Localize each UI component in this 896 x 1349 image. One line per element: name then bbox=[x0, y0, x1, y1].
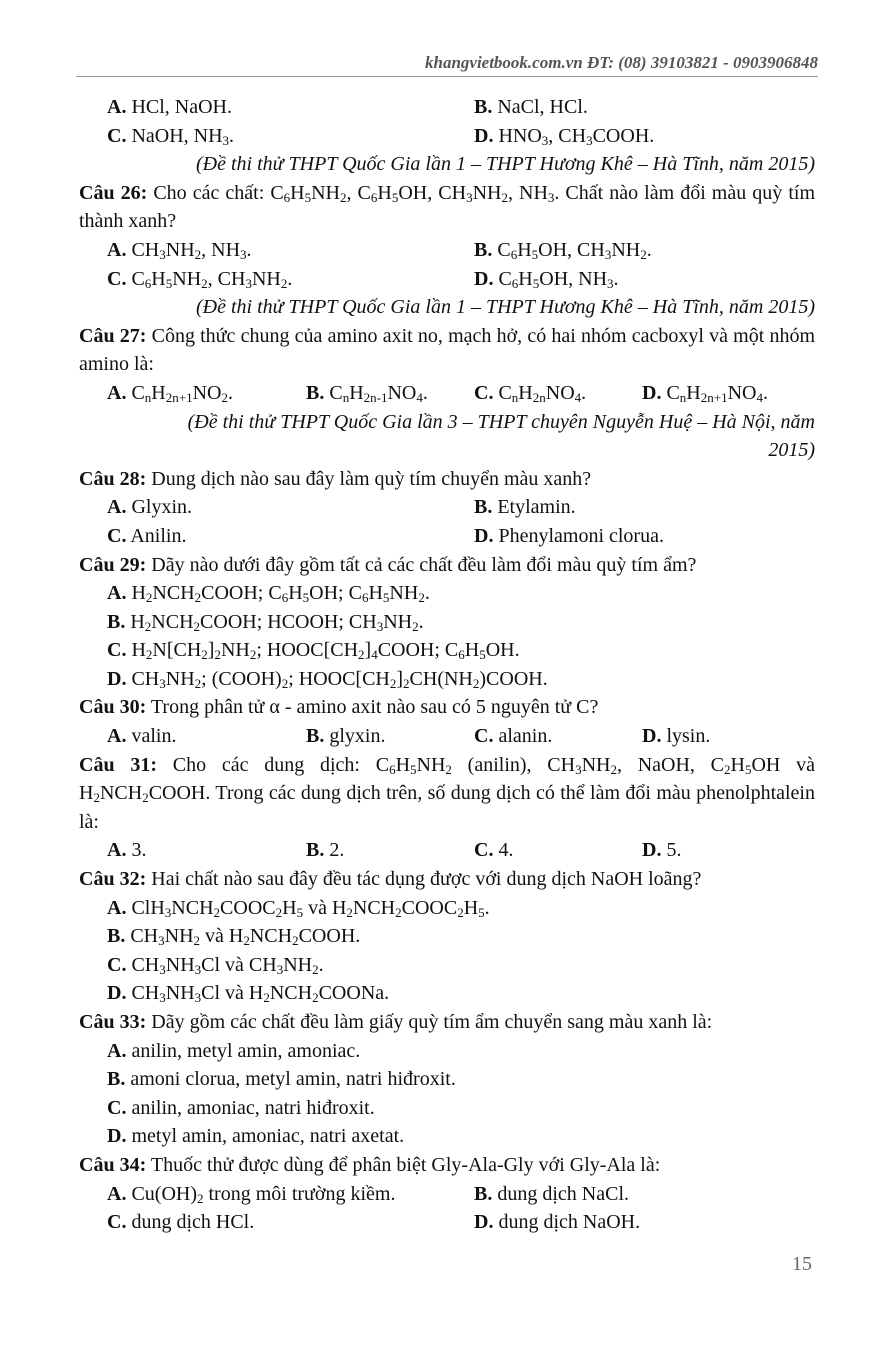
option-text: lysin. bbox=[666, 725, 711, 748]
option-text: $H_2NCH_2COOH$; HCOOH; $CH_3NH_2$. bbox=[130, 610, 424, 634]
question-text: Thuốc thử được dùng để phân biệt Gly-Ala-Gly với Gly-Ala là: bbox=[150, 1153, 661, 1176]
question-31: Câu 31: Cho các dung dịch: $C_6H_5NH_2$ (anilin), $CH_3NH_2$, NaOH, $C_2H_5OH$ và $H_2NCH_2COOH$. Trong các dung dịch trên, số dung dịch có thể làm đổi màu phenolphtalein là: bbox=[79, 753, 816, 833]
page-number: 15 bbox=[792, 1253, 812, 1275]
option-a: A. valin. bbox=[107, 725, 177, 748]
question-33: Câu 33: Dãy gồm các chất đều làm giấy quỳ tím ẩm chuyển sang màu xanh là: bbox=[79, 1011, 713, 1033]
option-c: C. Anilin. bbox=[107, 524, 187, 547]
question-label: Câu 33 bbox=[79, 1011, 140, 1033]
option-d: D. 5. bbox=[642, 839, 682, 862]
option-text: NaCl, HCl. bbox=[497, 96, 588, 118]
option-text: dung dịch NaOH. bbox=[498, 1211, 641, 1234]
question-source: (Đề thi thử THPT Quốc Gia lần 1 – THPT Hương Khê – Hà Tĩnh, năm 2015) bbox=[196, 296, 815, 319]
option-c: C. $H_2N[CH_2]_2NH_2$; $HOOC[CH_2]_4COOH$; $C_6H_5OH$. bbox=[107, 639, 520, 663]
option-a: A. Glyxin. bbox=[107, 496, 193, 519]
option-text: HCl, NaOH. bbox=[131, 96, 232, 118]
option-text: $C_6H_5OH$, $NH_3$. bbox=[498, 267, 619, 291]
question-label: Câu 34 bbox=[79, 1153, 140, 1176]
question-text: Cho các dung dịch: $C_6H_5NH_2$ (anilin), $CH_3NH_2$, NaOH, $C_2H_5OH$ và $H_2NCH_2COOH$. Trong các dung dịch trên, số dung dịch có thể làm đổi màu phenolphtalein là: bbox=[79, 753, 816, 833]
option-row bbox=[79, 522, 815, 551]
option-text: anilin, metyl amin, amoniac. bbox=[131, 1039, 361, 1062]
option-text: Phenylamoni clorua. bbox=[498, 524, 664, 547]
option-b: B. $CH_3NH_2$ và $H_2NCH_2COOH$. bbox=[107, 925, 361, 949]
question-label: Câu 28 bbox=[79, 467, 140, 490]
option-text: $CH_3NH_2$; $(COOH)_2$; $HOOC[CH_2]_2CH(NH_2)COOH$. bbox=[131, 667, 548, 691]
question-30: Câu 30: Trong phân tử α - amino axit nào sau có 5 nguyên tử C? bbox=[79, 696, 599, 719]
option-text: metyl amin, amoniac, natri axetat. bbox=[131, 1125, 405, 1148]
option-row bbox=[79, 836, 815, 865]
option-c: C. alanin. bbox=[474, 725, 553, 748]
option-row bbox=[79, 265, 815, 294]
question-text: Dãy gồm các chất đều làm giấy quỳ tím ẩm chuyển sang màu xanh là: bbox=[151, 1011, 713, 1033]
option-text: 4. bbox=[498, 839, 514, 862]
question-26: Câu 26: Cho các chất: $C_6H_5NH_2$, $C_6H_5OH$, $CH_3NH_2$, $NH_3$. Chất nào làm đổi màu quỳ tím thành xanh? bbox=[79, 181, 815, 233]
option-c: C. $C_6H_5NH_2$, $CH_3NH_2$. bbox=[107, 267, 293, 291]
option-text: $C_nH_{2n-1}NO_4$. bbox=[329, 381, 428, 405]
question-29: Câu 29: Dãy nào dưới đây gồm tất cả các chất đều làm đổi màu quỳ tím ẩm? bbox=[79, 553, 697, 576]
option-b: B. amoni clorua, metyl amin, natri hiđroxit. bbox=[107, 1068, 456, 1091]
option-text: $CH_3NH_2$ và $H_2NCH_2COOH$. bbox=[130, 925, 361, 949]
option-text: $CH_3NH_2$, $NH_3$. bbox=[131, 238, 252, 262]
option-text: $C_nH_{2n+1}NO_4$. bbox=[666, 381, 768, 405]
option-row bbox=[79, 1208, 815, 1237]
option-a: A. HCl, NaOH. bbox=[107, 96, 232, 118]
option-b: B. Etylamin. bbox=[474, 496, 576, 519]
option-text: 2. bbox=[329, 839, 345, 862]
option-b: B. glyxin. bbox=[306, 725, 386, 748]
option-text: alanin. bbox=[498, 725, 553, 748]
header-divider bbox=[76, 76, 818, 77]
option-text: $C_6H_5OH$, $CH_3NH_2$. bbox=[497, 238, 652, 262]
question-source: (Đề thi thử THPT Quốc Gia lần 3 – THPT chuyên Nguyễn Huệ – Hà Nội, năm bbox=[187, 410, 815, 433]
option-a: A. $C_nH_{2n+1}NO_2$. bbox=[107, 381, 233, 405]
option-text: Etylamin. bbox=[497, 496, 576, 519]
option-text: $CH_3NH_3Cl$ và $H_2NCH_2COONa$. bbox=[131, 982, 390, 1006]
option-text: $C_nH_{2n}NO_4$. bbox=[498, 381, 587, 405]
question-label: Câu 26 bbox=[79, 181, 141, 204]
option-d: D. Phenylamoni clorua. bbox=[474, 524, 664, 547]
option-d: D. $C_nH_{2n+1}NO_4$. bbox=[642, 381, 768, 405]
option-row bbox=[79, 236, 815, 265]
option-a: A. $H_2NCH_2COOH$; $C_6H_5OH$; $C_6H_5NH_2$. bbox=[107, 582, 430, 606]
option-text: dung dịch NaCl. bbox=[497, 1182, 629, 1205]
question-source-continued: 2015) bbox=[768, 439, 815, 462]
option-text: amoni clorua, metyl amin, natri hiđroxit. bbox=[130, 1068, 456, 1091]
question-27: Câu 27: Công thức chung của amino axit no, mạch hở, có hai nhóm cacboxyl và một nhóm amino là: bbox=[79, 324, 815, 376]
page-content bbox=[79, 93, 815, 1237]
option-text: 5. bbox=[666, 839, 682, 862]
option-a: A. $ClH_3NCH_2COOC_2H_5$ và $H_2NCH_2COOC_2H_5$. bbox=[107, 896, 490, 920]
option-c: C. NaOH, $NH_3$. bbox=[107, 124, 235, 148]
option-d: D. $CH_3NH_2$; $(COOH)_2$; $HOOC[CH_2]_2CH(NH_2)COOH$. bbox=[107, 667, 548, 691]
question-text: Dãy nào dưới đây gồm tất cả các chất đều làm đổi màu quỳ tím ẩm? bbox=[151, 553, 697, 576]
option-d: D. $C_6H_5OH$, $NH_3$. bbox=[474, 267, 619, 291]
question-label: Câu 30 bbox=[79, 696, 140, 719]
option-a: A. 3. bbox=[107, 839, 147, 862]
question-text: Hai chất nào sau đây đều tác dụng được với dung dịch NaOH loãng? bbox=[151, 868, 702, 891]
option-text: glyxin. bbox=[329, 725, 386, 748]
option-text: dung dịch HCl. bbox=[131, 1211, 255, 1234]
option-row bbox=[79, 93, 815, 122]
question-label: Câu 29 bbox=[79, 553, 140, 576]
option-b: B. $H_2NCH_2COOH$; HCOOH; $CH_3NH_2$. bbox=[107, 610, 424, 634]
option-text: $H_2NCH_2COOH$; $C_6H_5OH$; $C_6H_5NH_2$. bbox=[131, 582, 430, 606]
option-text: NaOH, $NH_3$. bbox=[131, 124, 235, 148]
question-text: Dung dịch nào sau đây làm quỳ tím chuyển màu xanh? bbox=[151, 467, 592, 490]
option-d: D. $CH_3NH_3Cl$ và $H_2NCH_2COONa$. bbox=[107, 982, 390, 1006]
option-text: $Cu(OH)_2$ trong môi trường kiềm. bbox=[131, 1182, 396, 1206]
option-d: D. $HNO_3$, $CH_3COOH$. bbox=[474, 124, 655, 148]
option-row bbox=[79, 493, 815, 522]
question-text: Công thức chung của amino axit no, mạch hở, có hai nhóm cacboxyl và một nhóm amino là: bbox=[79, 324, 815, 376]
option-text: $H_2N[CH_2]_2NH_2$; $HOOC[CH_2]_4COOH$; $C_6H_5OH$. bbox=[131, 639, 520, 663]
option-b: B. $C_6H_5OH$, $CH_3NH_2$. bbox=[474, 238, 652, 262]
option-d: D. metyl amin, amoniac, natri axetat. bbox=[107, 1125, 405, 1148]
option-row bbox=[79, 379, 815, 408]
question-label: Câu 31 bbox=[79, 753, 151, 776]
option-text: Anilin. bbox=[130, 524, 187, 547]
question-label: Câu 27 bbox=[79, 324, 140, 347]
option-text: $ClH_3NCH_2COOC_2H_5$ và $H_2NCH_2COOC_2H_5$. bbox=[131, 896, 490, 920]
option-b: B. NaCl, HCl. bbox=[474, 96, 588, 118]
option-d: D. lysin. bbox=[642, 725, 711, 748]
question-text: Cho các chất: $C_6H_5NH_2$, $C_6H_5OH$, $CH_3NH_2$, $NH_3$. Chất nào làm đổi màu quỳ tím thành xanh? bbox=[79, 181, 815, 233]
question-label: Câu 32 bbox=[79, 868, 140, 891]
question-32: Câu 32: Hai chất nào sau đây đều tác dụng được với dung dịch NaOH loãng? bbox=[79, 868, 702, 891]
option-row bbox=[79, 722, 815, 751]
page-header: khangvietbook.com.vn ĐT: (08) 39103821 - 0903906848 bbox=[424, 53, 818, 72]
option-text: valin. bbox=[131, 725, 177, 748]
option-c: C. dung dịch HCl. bbox=[107, 1211, 255, 1234]
option-text: Glyxin. bbox=[131, 496, 193, 519]
option-b: B. $C_nH_{2n-1}NO_4$. bbox=[306, 381, 428, 405]
option-text: $C_6H_5NH_2$, $CH_3NH_2$. bbox=[131, 267, 293, 291]
option-c: C. $C_nH_{2n}NO_4$. bbox=[474, 381, 587, 405]
question-28: Câu 28: Dung dịch nào sau đây làm quỳ tím chuyển màu xanh? bbox=[79, 467, 592, 490]
option-row bbox=[79, 122, 815, 151]
option-text: anilin, amoniac, natri hiđroxit. bbox=[131, 1096, 375, 1119]
option-row bbox=[79, 1180, 815, 1209]
option-a: A. $CH_3NH_2$, $NH_3$. bbox=[107, 238, 252, 262]
option-text: $C_nH_{2n+1}NO_2$. bbox=[131, 381, 233, 405]
option-c: C. $CH_3NH_3Cl$ và $CH_3NH_2$. bbox=[107, 953, 324, 977]
option-b: B. dung dịch NaCl. bbox=[474, 1182, 629, 1205]
option-b: B. 2. bbox=[306, 839, 345, 862]
option-d: D. dung dịch NaOH. bbox=[474, 1211, 641, 1234]
option-a: A. anilin, metyl amin, amoniac. bbox=[107, 1039, 361, 1062]
question-34: Câu 34: Thuốc thử được dùng để phân biệt Gly-Ala-Gly với Gly-Ala là: bbox=[79, 1153, 661, 1176]
option-c: C. anilin, amoniac, natri hiđroxit. bbox=[107, 1096, 375, 1119]
question-text: Trong phân tử α - amino axit nào sau có 5 nguyên tử C? bbox=[150, 696, 599, 719]
option-text: 3. bbox=[131, 839, 147, 862]
question-source: (Đề thi thử THPT Quốc Gia lần 1 – THPT Hương Khê – Hà Tĩnh, năm 2015) bbox=[196, 153, 815, 176]
option-a: A. $Cu(OH)_2$ trong môi trường kiềm. bbox=[107, 1182, 396, 1206]
option-text: $CH_3NH_3Cl$ và $CH_3NH_2$. bbox=[131, 953, 324, 977]
option-text: $HNO_3$, $CH_3COOH$. bbox=[498, 124, 655, 148]
option-c: C. 4. bbox=[474, 839, 514, 862]
